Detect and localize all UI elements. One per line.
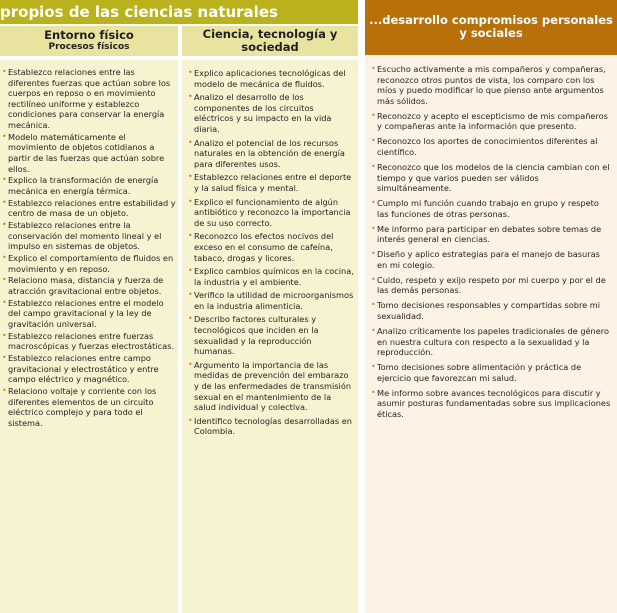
list-item: • Me informo sobre avances tecnológicos para discutir y asumir posturas fundamentadas sobre sus implicaciones éticas. (371, 387, 611, 419)
column1-subtitle: Procesos físicos (48, 42, 130, 52)
column1-header (0, 26, 178, 56)
column3-header (365, 0, 617, 55)
bullet-icon: • (2, 330, 7, 340)
bullet-icon: • (371, 223, 376, 233)
banner-title: propios de las ciencias naturales (0, 3, 278, 21)
list-item: • Reconozco que los modelos de la ciencia cambian con el tiempo y que varios pueden ser válidos simultáneamente. (371, 161, 610, 194)
bullet-icon: • (2, 353, 7, 363)
bullet-icon: • (371, 300, 376, 310)
bullet-icon: • (188, 359, 193, 369)
bullet-icon: • (2, 253, 7, 263)
column2-header (182, 26, 358, 56)
list-item: • Reconozco los efectos nocivos del exceso en el consumo de cafeína, tabaco, drogas y licores. (188, 231, 334, 263)
list-item: • Establezco relaciones entre la conservación del momento lineal y el impulso en sistemas de objetos. (2, 220, 162, 252)
bullet-icon: • (371, 110, 376, 120)
list-item: • Explico el funcionamiento de algún antibiótico y reconozco la importancia de su uso correcto. (188, 196, 351, 228)
bullet-icon: • (371, 362, 376, 372)
list-item: • Escucho activamente a mis compañeros y compañeras, reconozco otros puntos de vista, los comparo con los míos y puedo modificar lo que pienso ante argumentos más sólidos. (371, 64, 606, 106)
bullet-icon: • (2, 67, 7, 76)
bullet-icon: • (371, 161, 376, 171)
bullet-icon: • (371, 64, 376, 73)
bullet-icon: • (2, 386, 7, 396)
bullet-icon: • (188, 196, 193, 206)
column2-title: Ciencia, tecnología y sociedad (202, 27, 338, 54)
bullet-icon: • (2, 220, 7, 230)
list-item: • Explico aplicaciones tecnológicas del modelo de mecánica de fluidos. (188, 68, 346, 89)
list-item: • Relaciono voltaje y corriente con los diferentes elementos de un circuito eléctrico complejo y para todo el sistema. (2, 386, 157, 428)
bullet-icon: • (188, 314, 193, 324)
bullet-icon: • (371, 274, 376, 284)
bullet-icon: • (2, 297, 7, 307)
column3-title: ...desarrollo compromisos personales y sociales (369, 13, 613, 40)
bullet-icon: • (188, 266, 193, 276)
bullet-icon: • (2, 175, 7, 185)
list-item: • Identifico tecnologías desarrolladas en Colombia. (188, 415, 352, 437)
column1-list (2, 67, 176, 428)
list-item: • Explico cambios químicos en la cocina, la industria y el ambiente. (188, 266, 354, 287)
list-item: • Me informo para participar en debates sobre temas de interés general en ciencias. (371, 223, 602, 245)
column3 (365, 0, 617, 613)
list-item: • Establezco relaciones entre el modelo del campo gravitacional y la ley de gravitación universal. (2, 297, 164, 329)
bullet-icon: • (371, 387, 376, 397)
list-item: • Explico el comportamiento de fluidos en movimiento y en reposo. (2, 253, 174, 274)
list-item: • Analizo el potencial de los recursos naturales en la obtención de energía para diferentes usos. (188, 137, 345, 169)
list-item: • Relaciono masa, distancia y fuerza de atracción gravitacional entre objetos. (2, 275, 164, 296)
list-item: • Describo factores culturales y tecnológicos que inciden en la sexualidad y la reproducción humanas. (188, 314, 319, 357)
list-item: • Analizo el desarrollo de los componentes de los circuitos eléctricos y su impacto en la vida diaria. (188, 92, 332, 134)
bullet-icon: • (188, 137, 193, 147)
bullet-icon: • (188, 231, 193, 241)
column3-body (365, 64, 617, 424)
list-item: • Establezco relaciones entre estabilidad y centro de masa de un objeto. (2, 197, 176, 219)
list-item: • Cuido, respeto y exijo respeto por mi cuerpo y por el de las demás personas. (371, 274, 606, 296)
column3-list (371, 64, 611, 420)
bullet-icon: • (2, 275, 7, 285)
bullet-icon: • (188, 290, 193, 300)
list-item: • Establezco relaciones entre las diferentes fuerzas que actúan sobre los cuerpos en reposo o en movimiento rectilíneo uniforme y establezco condiciones para conservar la energía mecánica. (2, 67, 171, 130)
section-banner (0, 0, 358, 24)
bullet-icon: • (371, 198, 376, 208)
list-item: • Tomo decisiones sobre alimentación y práctica de ejercicio que favorezcan mi salud. (371, 362, 582, 383)
column2-list (188, 68, 354, 437)
list-item: • Establezco relaciones entre fuerzas macroscópicas y fuerzas electrostáticas. (2, 330, 175, 352)
column1-body (0, 60, 178, 613)
list-item: • Tomo decisiones responsables y compartidas sobre mi sexualidad. (371, 300, 601, 321)
list-item: • Analizo críticamente los papeles tradicionales de género en nuestra cultura con respecto a la sexualidad y la reproducción. (371, 325, 609, 358)
list-item: • Diseño y aplico estrategias para el manejo de basuras en mi colegio. (371, 249, 600, 270)
bullet-icon: • (371, 249, 376, 259)
list-item: • Establezco relaciones entre campo gravitacional y electrostático y entre campo eléctrico y magnético. (2, 353, 159, 385)
column1-title: Entorno físico (44, 28, 134, 42)
list-item: • Modelo matemáticamente el movimiento de objetos cotidianos a partir de las fuerzas que actúan sobre ellos. (2, 131, 165, 174)
bullet-icon: • (188, 68, 193, 77)
bullet-icon: • (188, 415, 193, 425)
list-item: • Explico la transformación de energía mecánica en energía térmica. (2, 175, 159, 196)
list-item: • Verifico la utilidad de microorganismos en la industria alimenticia. (188, 290, 354, 311)
bullet-icon: • (371, 136, 376, 146)
list-item: • Reconozco y acepto el escepticismo de mis compañeros y compañeras ante la información que presento. (371, 110, 608, 132)
bullet-icon: • (2, 197, 7, 207)
list-item: • Establezco relaciones entre el deporte y la salud física y mental. (188, 172, 352, 193)
bullet-icon: • (188, 92, 193, 102)
bullet-icon: • (371, 325, 376, 335)
list-item: • Argumento la importancia de las medidas de prevención del embarazo y de las enfermedades de transmisión sexual en el mantenimiento de la salud individual y colectiva. (188, 359, 352, 413)
list-item: • Cumplo mi función cuando trabajo en grupo y respeto las funciones de otras personas. (371, 198, 599, 219)
column2-body (182, 60, 358, 613)
bullet-icon: • (188, 172, 193, 182)
list-item: • Reconozco los aportes de conocimientos diferentes al científico. (371, 136, 598, 157)
bullet-icon: • (2, 131, 7, 141)
